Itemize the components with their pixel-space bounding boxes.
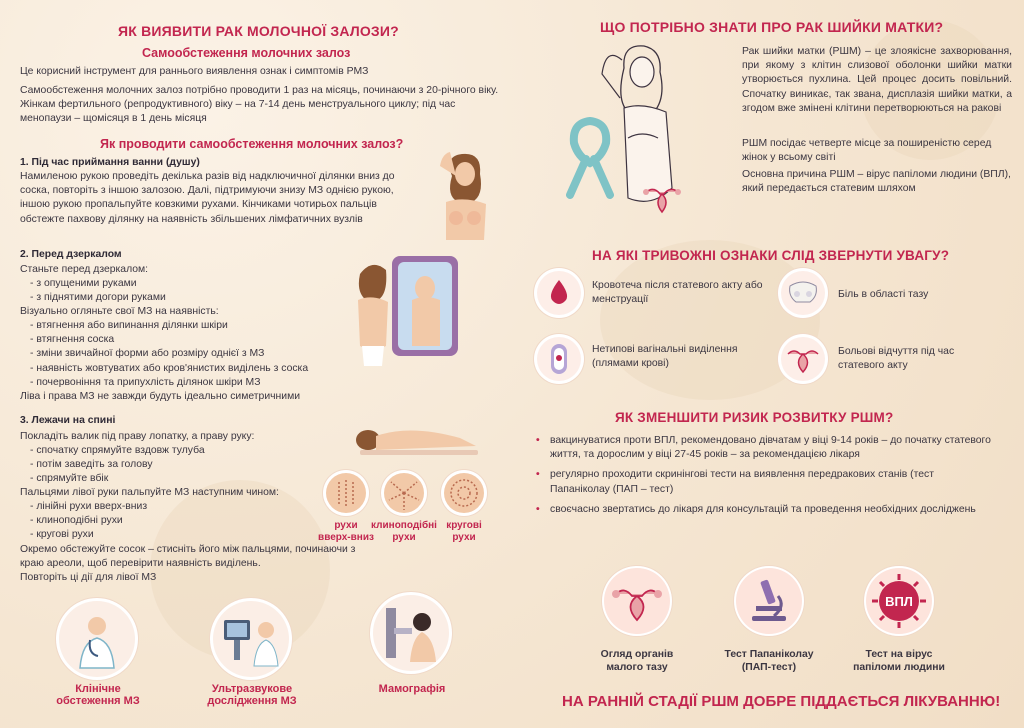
sign-bleeding: Кровотеча після статевого акту або менструації bbox=[592, 280, 763, 305]
pap-test-label: Тест Папаніколау (ПАП-тест) bbox=[724, 649, 814, 673]
breast-section-title: ЯК ВИЯВИТИ РАК МОЛОЧНОЇ ЗАЛОЗИ? bbox=[118, 23, 399, 39]
palpation-circle-icon bbox=[441, 470, 487, 516]
step2-title: 2. Перед дзеркалом bbox=[20, 249, 122, 260]
motion-label-wedge: клиноподібні рухи bbox=[371, 520, 437, 543]
sign-pelvic-pain: Біль в області тазу bbox=[838, 289, 929, 300]
hpv-test-label: Тест на вірус папіломи людини bbox=[853, 649, 945, 673]
step2-signs-list bbox=[30, 319, 308, 390]
self-exam-subtitle: Самообстеження молочних залоз bbox=[142, 46, 351, 60]
microscope-icon bbox=[734, 566, 804, 636]
ultrasound-label: Ультразвукове дослідження МЗ bbox=[207, 683, 297, 707]
palpation-updown-icon bbox=[323, 470, 369, 516]
list-item: • вакцинуватися проти ВПЛ, рекомендовано дівчатам у віці 9-14 років – до початку статевого життя, та дорослим у віці 27-45 років – за рекомендацією лікаря bbox=[534, 434, 994, 462]
list-item: - почервоніння та припухлість ділянок шкіри МЗ bbox=[30, 376, 308, 390]
step3-palp-text: Пальцями лівої руки пальпуйте МЗ наступним чином: bbox=[20, 487, 279, 498]
pelvic-exam-label: Огляд органів малого тазу bbox=[600, 649, 674, 673]
nipple-exam-text: Окремо обстежуйте сосок – стисніть його між пальцями, починаючи з краю ареоли, щоб перевірити наявність виділень. bbox=[20, 544, 356, 570]
how-to-title: Як проводити самообстеження молочних залоз? bbox=[100, 137, 404, 151]
cervical-cancer-column bbox=[512, 0, 1024, 728]
risk-list bbox=[534, 434, 994, 523]
step3-arm-list bbox=[30, 444, 205, 487]
hpv-badge-text: ВПЛ bbox=[885, 594, 913, 609]
list-item: - потім заведіть за голову bbox=[30, 458, 205, 472]
list-item: - спочатку спрямуйте вздовж тулуба bbox=[30, 444, 205, 458]
list-item: - спрямуйте вбік bbox=[30, 472, 205, 486]
clinical-exam-label: Клінічне обстеження МЗ bbox=[56, 683, 140, 707]
uterus-sign-icon bbox=[778, 334, 828, 384]
cervical-cause: Основна причина РШМ – вірус папіломи людини (ВПЛ), який передається статевим шляхом bbox=[742, 169, 1011, 195]
uterus-icon bbox=[640, 182, 684, 218]
mammography-icon bbox=[370, 592, 452, 674]
step1-title: 1. Під час приймання ванни (душу) bbox=[20, 157, 200, 168]
pelvis-icon bbox=[778, 268, 828, 318]
blood-drop-icon bbox=[534, 268, 584, 318]
step3-title: 3. Лежачи на спині bbox=[20, 415, 116, 426]
list-item: - кругові рухи bbox=[30, 528, 147, 542]
list-item: - наявність жовтуватих або кров'янистих виділень з соска bbox=[30, 362, 308, 376]
step3-intro: Покладіть валик під праву лопатку, а праву руку: bbox=[20, 431, 255, 442]
pelvic-exam-icon bbox=[602, 566, 672, 636]
intro-text: Це корисний інструмент для раннього виявлення ознак і симптомів РМЗ bbox=[20, 66, 369, 77]
step3-moves-list bbox=[30, 500, 147, 543]
ultrasound-icon bbox=[210, 598, 292, 680]
lying-exam-icon bbox=[350, 418, 480, 458]
sign-discharge: Нетипові вагінальні виділення (плямами крові) bbox=[592, 344, 738, 369]
palpation-wedge-icon bbox=[381, 470, 427, 516]
warning-signs-title: НА ЯКІ ТРИВОЖНІ ОЗНАКИ СЛІД ЗВЕРНУТИ УВАГУ? bbox=[592, 248, 950, 263]
step1-text: Намиленою рукою проведіть декілька разів від надключичної ділянки вниз до соска, повторіть з іншою залозою. Далі, підтримуючи знизу МЗ однією рукою, іншою рукою пропальпуйте ковзкими рухами. Кінчиками чотирьох пальців обстежте пахвову ділянку на наявність збільшених лімфатичних вузлів bbox=[20, 171, 395, 225]
motion-label-updown: рухи вверх-вниз bbox=[318, 520, 374, 543]
virus-icon bbox=[864, 566, 934, 636]
list-item: - клиноподібні рухи bbox=[30, 514, 147, 528]
cervical-section-title: ЩО ПОТРІБНО ЗНАТИ ПРО РАК ШИЙКИ МАТКИ? bbox=[600, 19, 944, 35]
sign-pain-intercourse: Больові відчуття під час статевого акту bbox=[838, 346, 955, 371]
motion-label-circle: кругові рухи bbox=[446, 520, 482, 543]
teal-ribbon-icon bbox=[564, 117, 616, 199]
list-item: - зміни звичайної форми або розміру однієї з МЗ bbox=[30, 347, 308, 361]
step2-intro: Станьте перед дзеркалом: bbox=[20, 264, 149, 275]
schedule-text: Самообстеження молочних залоз потрібно проводити 1 раз на місяць, починаючи з 20-річного віку. Жінкам фертильного (репродуктивного) віку – на 7-14 день менструального циклу; під час менопаузи – щомісяця в 1 день місяця bbox=[20, 85, 499, 125]
list-item: - з піднятими догори руками bbox=[30, 291, 166, 305]
step2-positions-list bbox=[30, 277, 166, 305]
list-item: - лінійні рухи вверх-вниз bbox=[30, 500, 147, 514]
symmetry-note: Ліва і права МЗ не завжди будуть ідеально симетричними bbox=[20, 391, 301, 402]
cervical-prevalence: РШМ посідає четверте місце за поширеністю серед жінок у всьому світі bbox=[742, 138, 992, 164]
pad-icon bbox=[534, 334, 584, 384]
final-message: НА РАННІЙ СТАДІЇ РШМ ДОБРЕ ПІДДАЄТЬСЯ ЛІКУВАННЮ! bbox=[562, 693, 1001, 710]
list-item: - з опущеними руками bbox=[30, 277, 166, 291]
mirror-icon bbox=[352, 254, 462, 374]
cervical-definition: Рак шийки матки (РШМ) – це злоякісне захворювання, при якому з клітин слизової оболонки шийки матки утворюється пухлина. Цей процес досить повільний. Спочатку виникає, так звана, дисплазія шийки матки, а згодом вже змінені клітини перетворюються на ракові bbox=[742, 46, 1012, 114]
mammography-label: Мамографія bbox=[378, 683, 446, 695]
list-item: - втягнення соска bbox=[30, 333, 308, 347]
repeat-text: Повторіть ці дії для лівої МЗ bbox=[20, 572, 157, 583]
list-item: - втягнення або випинання ділянки шкіри bbox=[30, 319, 308, 333]
list-item: • регулярно проходити скринінгові тести на виявлення передракових станів (тест Папаніколау (ПАП – тест) bbox=[534, 468, 994, 496]
reduce-risk-title: ЯК ЗМЕНШИТИ РИЗИК РОЗВИТКУ РШМ? bbox=[615, 410, 894, 425]
step2-check-text: Візуально огляньте свої МЗ на наявність: bbox=[20, 306, 219, 317]
woman-shower-icon bbox=[432, 146, 496, 242]
list-item: • своєчасно звертатись до лікаря для консультацій та проведення необхідних досліджень bbox=[534, 503, 994, 517]
clinical-exam-icon bbox=[56, 598, 138, 680]
